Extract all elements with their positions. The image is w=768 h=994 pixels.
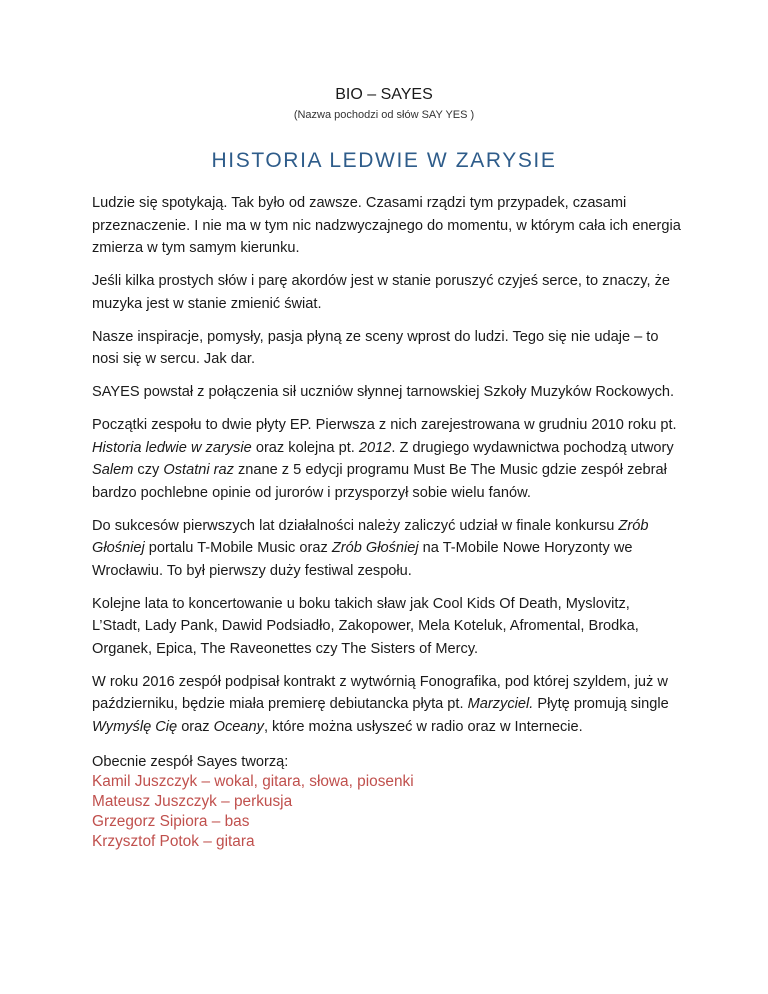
text-run: czy — [133, 462, 164, 478]
section-heading: HISTORIA LEDWIE W ZARYSIE — [211, 149, 557, 172]
song-title-ostatni-raz: Ostatni raz — [163, 462, 234, 478]
ep-title-2012: 2012 — [358, 439, 392, 456]
text-run: portalu T-Mobile Music oraz — [144, 540, 332, 556]
paragraph-1: Ludzie się spotykają. Tak było od zawsze. Czasami rządzi tym przypadek, czasami przeznaczenie. I nie ma w tym nic nadzwyczajnego do momentu, w którym cała ich energia zmierza w tym samym kierunku. — [92, 195, 681, 256]
contest-name: Zrób Głośniej — [92, 517, 649, 556]
text-run: Początki zespołu to dwie płyty EP. Pierwsza z nich zarejestrowana w grudniu 2010 roku pt. — [92, 417, 677, 433]
paragraph-4: SAYES powstał z połączenia sił uczniów słynnej tarnowskiej Szkoły Muzyków Rockowych. — [92, 384, 675, 400]
member-item: Grzegorz Sipiora – bas — [92, 813, 250, 830]
document-subtitle: (Nazwa pochodzi od słów SAY YES ) — [293, 109, 475, 121]
single-title-oceany: Oceany — [213, 718, 264, 735]
ep-title-historia: Historia ledwie w zarysie — [92, 439, 252, 456]
members-section — [92, 752, 682, 852]
member-item: Krzysztof Potok – gitara — [92, 833, 255, 850]
text-run: znane z 5 edycji programu Must Be The Music gdzie zespół zebrał bardzo pochlebne opinie od jurorów i przysporzył sobie wielu fanów. — [92, 462, 667, 501]
text-run: na T-Mobile Nowe Horyzonty we Wrocławiu. To był pierwszy duży festiwal zespołu. — [92, 540, 633, 579]
contest-name: Zrób Głośniej — [331, 540, 419, 556]
text-run: Do sukcesów pierwszych lat działalności należy zaliczyć udział w finale konkursu — [92, 517, 619, 534]
paragraph-5 — [92, 414, 682, 504]
paragraph-8 — [92, 671, 682, 739]
song-title-salem: Salem — [92, 462, 134, 478]
text-run: oraz — [177, 718, 214, 735]
members-intro: Obecnie zespół Sayes tworzą: — [92, 754, 289, 770]
album-title-marzyciel: Marzyciel. — [467, 696, 534, 712]
text-run: oraz kolejna pt. — [251, 439, 359, 456]
text-run: . Z drugiego wydawnictwa pochodzą utwory — [391, 439, 674, 456]
member-item: Kamil Juszczyk – wokal, gitara, słowa, piosenki — [92, 773, 414, 790]
paragraph-2: Jeśli kilka prostych słów i parę akordów jest w stanie poruszyć czyjeś serce, to znaczy, że muzyka jest w stanie zmienić świat. — [92, 273, 671, 312]
single-title-wymysle-cie: Wymyślę Cię — [92, 718, 178, 735]
paragraph-3: Nasze inspiracje, pomysły, pasja płyną ze sceny wprost do ludzi. Tego się nie udaje – to nosi się w sercu. Jak dar. — [92, 328, 659, 367]
paragraph-7: Kolejne lata to koncertowanie u boku takich sław jak Cool Kids Of Death, Myslovitz, L’Stadt, Lady Pank, Dawid Podsiadło, Zakopower, Mela Koteluk, Afromental, Brodka, Organek, Epica, The Raveonettes czy The Sisters of Mercy. — [92, 595, 639, 657]
member-item: Mateusz Juszczyk – perkusja — [92, 793, 293, 810]
document-title: BIO – SAYES — [335, 86, 433, 103]
text-run: Płytę promują single — [533, 696, 669, 712]
text-run: W roku 2016 zespół podpisał kontrakt z wytwórnią Fonografika, pod której szyldem, już w październiku, będzie miała premierę debiutancka płyta pt. — [92, 673, 668, 712]
body-text — [92, 192, 682, 852]
text-run: , które można usłyszeć w radio oraz w Internecie. — [263, 718, 583, 735]
paragraph-6 — [92, 515, 682, 583]
